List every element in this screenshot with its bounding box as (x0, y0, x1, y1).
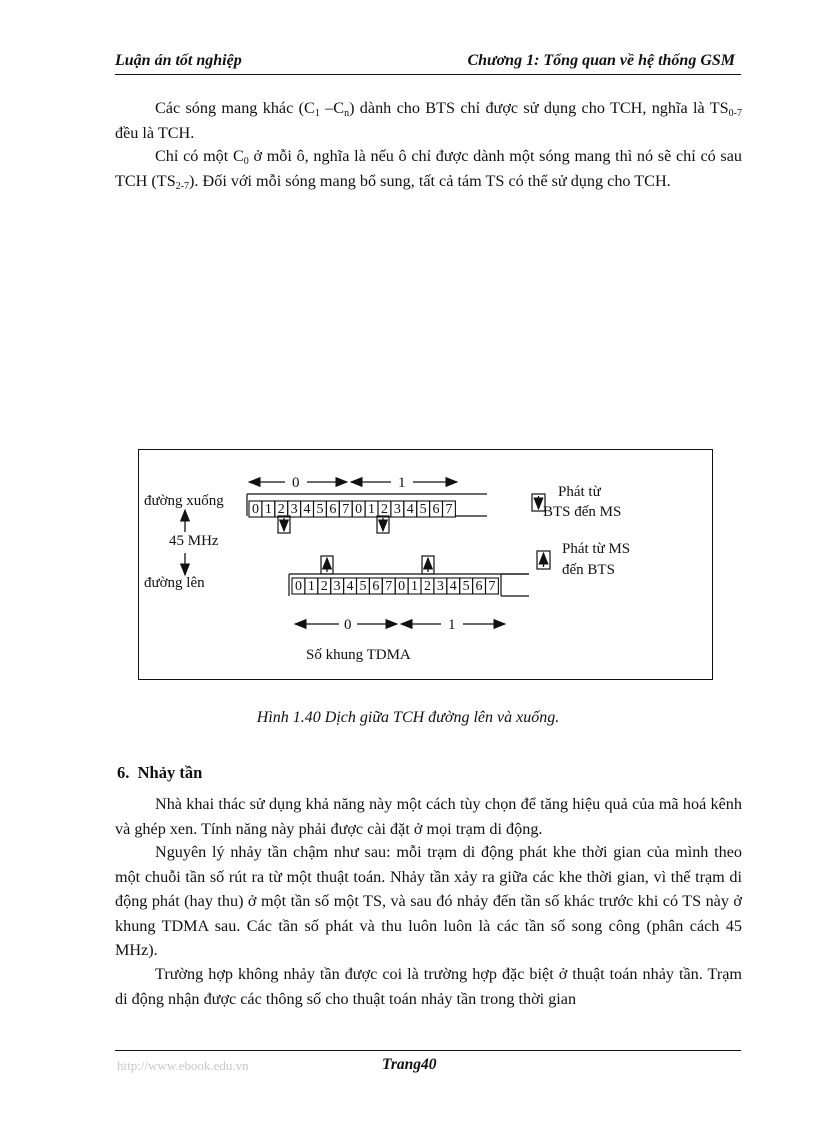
downlink-slot-label: 6 (432, 502, 440, 517)
downlink-slot-label: 4 (303, 502, 311, 517)
footer-divider (115, 1050, 741, 1051)
frame-bottom-1-label: 1 (448, 617, 456, 633)
legend-up-line1: Phát từ MS (562, 541, 631, 557)
uplink-slot-label: 1 (307, 579, 315, 594)
uplink-label: đường lên (144, 575, 205, 591)
uplink-slot-label: 0 (294, 579, 302, 594)
body-paragraph-1: Nhà khai thác sử dụng khả năng này một cách tùy chọn để tăng hiệu quả của mã hoá kênh và ghép xen. Tính năng này phải được cài đặt ở mọi trạm di động. (115, 795, 742, 838)
downlink-slot-label: 2 (277, 502, 285, 517)
uplink-slot-label: 1 (411, 579, 419, 594)
downlink-slot-label: 4 (406, 502, 414, 517)
uplink-timeslots (292, 578, 498, 594)
footer-url: http://www.ebook.edu.vn (117, 1058, 249, 1073)
frame-top-1-label: 1 (398, 475, 406, 491)
downlink-label: đường xuống (144, 493, 224, 509)
uplink-slot-label: 4 (449, 579, 457, 594)
tdma-shift-figure (138, 449, 713, 680)
legend-down-line2: BTS đến MS (543, 504, 622, 520)
uplink-slot-label: 5 (462, 579, 470, 594)
legend-down-line1: Phát từ (558, 484, 601, 500)
downlink-slot-label: 5 (316, 502, 324, 517)
uplink-slot-label: 7 (385, 579, 393, 594)
uplink-slot-label: 2 (320, 579, 328, 594)
legend-up-line2: đến BTS (562, 562, 615, 578)
body-paragraph-2: Nguyên lý nhảy tần chậm như sau: mỗi trạm di động phát khe thời gian của mình theo một chuỗi tần số rút ra từ một thuật toán. Nhảy tần xảy ra giữa các khe thời gian, vì thế trạm di động phát (hay thu) ở một tần số một TS, và sau đó nhảy đến tần số khác trước khi có TS này ở khung TDMA sau. Các tần số phát và thu luôn luôn là các tần số song công (phân cách 45 MHz). (115, 843, 742, 959)
section-title: Nhảy tần (137, 763, 203, 782)
frame-bottom-0-label: 0 (344, 617, 352, 633)
downlink-slot-label: 0 (355, 502, 363, 517)
downlink-slot-label: 6 (329, 502, 337, 517)
downlink-slot-label: 1 (264, 502, 272, 517)
section-heading (117, 763, 202, 783)
uplink-slot-label: 5 (359, 579, 367, 594)
uplink-slot-label: 7 (488, 579, 496, 594)
section-number: 6. (117, 763, 130, 782)
tdma-diagram (139, 450, 714, 681)
downlink-slot-label: 0 (251, 502, 259, 517)
uplink-slot-label: 0 (398, 579, 406, 594)
frame-top-0-label: 0 (292, 475, 300, 491)
uplink-slot-label: 3 (333, 579, 341, 594)
uplink-slot-label: 6 (475, 579, 483, 594)
downlink-slot-label: 5 (419, 502, 427, 517)
uplink-slot-label: 3 (436, 579, 444, 594)
page-header (115, 50, 741, 75)
downlink-slot-label: 2 (380, 502, 388, 517)
page-number: Trang40 (382, 1056, 437, 1073)
header-thesis-title: Luận án tốt nghiệp (115, 52, 242, 69)
uplink-slot-label: 4 (346, 579, 354, 594)
downlink-slot-label: 1 (368, 502, 376, 517)
figure-caption: Hình 1.40 Dịch giữa TCH đường lên và xuống. (256, 709, 560, 726)
downlink-slot-label: 3 (393, 502, 401, 517)
downlink-timeslots (249, 501, 455, 517)
offset-label: 45 MHz (169, 533, 219, 549)
downlink-slot-label: 7 (445, 502, 453, 517)
uplink-slot-label: 6 (372, 579, 380, 594)
intro-paragraph-1: Các sóng mang khác ($C_1$ $-C_n$) dành cho BTS chỉ được sử dụng cho TCH, nghĩa là $TS_{0-7}$ đều là TCH. (115, 99, 742, 142)
downlink-slot-label: 3 (290, 502, 298, 517)
uplink-slot-label: 2 (423, 579, 431, 594)
body-paragraph-3: Trường hợp không nhảy tần được coi là trường hợp đặc biệt ở thuật toán nhảy tần. Trạm di động nhận được các thông số cho thuật toán nhảy tần trong thời gian (115, 965, 742, 1008)
frame-number-label: Số khung TDMA (306, 647, 411, 663)
intro-paragraph-2: Chỉ có một $C_0$ ở mỗi ô, nghĩa là nếu ô chỉ được dành một sóng mang thì nó sẽ chỉ có sau TCH $(TS_{2-7})$. Đối với mỗi sóng mang bổ sung, tất cả tám TS có thể sử dụng cho TCH. (115, 147, 742, 192)
downlink-slot-label: 7 (342, 502, 350, 517)
header-chapter-title: Chương 1: Tổng quan về hệ thống GSM (467, 52, 735, 69)
